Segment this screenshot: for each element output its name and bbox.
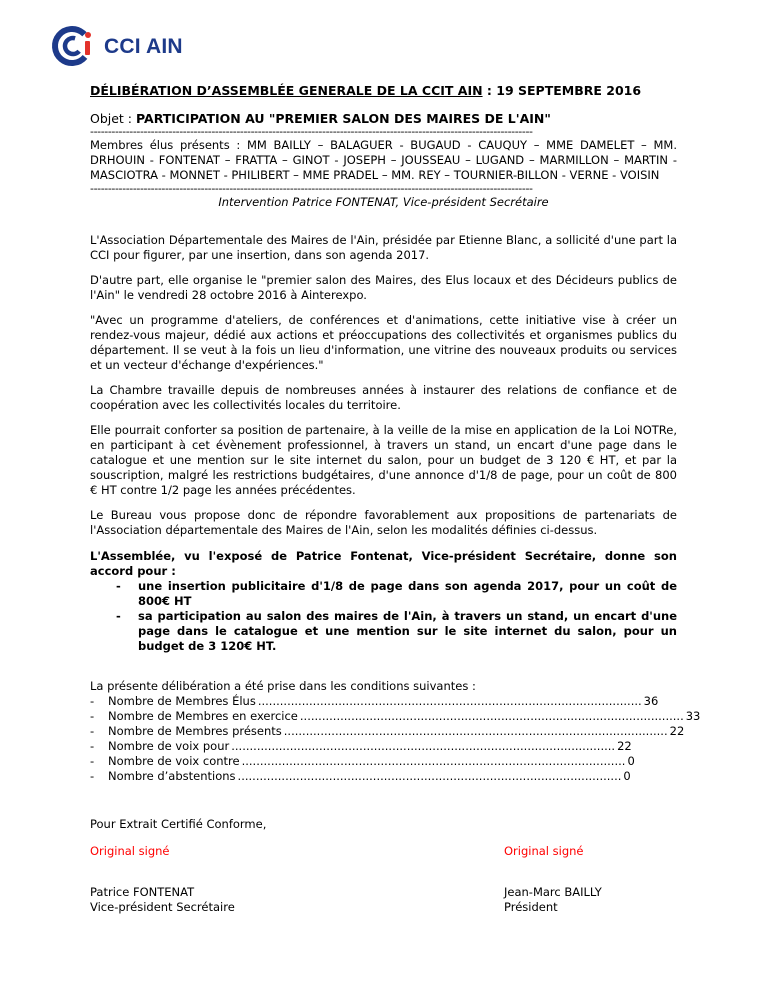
signature-status: Original signé <box>504 844 584 858</box>
signature-left <box>90 844 235 915</box>
condition-row: - Nombre d’abstentions ......................................................................................................... 0 <box>90 769 631 783</box>
condition-value: 33 <box>685 709 701 723</box>
signatory-role: Vice-président Secrétaire <box>90 900 235 914</box>
signature-right <box>504 844 602 915</box>
condition-row: - Nombre de voix pour ......................................................................................................... 22 <box>90 739 632 753</box>
decision-item: une insertion publicitaire d'1/8 de page dans son agenda 2017, pour un coût de 800€ HT <box>138 579 677 608</box>
condition-label: Nombre de voix pour <box>108 739 230 753</box>
separator: ---------------------------------------------------------------------------------------------------------------------------- <box>90 182 533 195</box>
signatory-role: Président <box>504 900 558 914</box>
condition-value: 0 <box>623 769 631 783</box>
logo-text: CCI AIN <box>104 34 183 58</box>
condition-value: 22 <box>617 739 632 753</box>
condition-row: - Nombre de Membres en exercice ......................................................................................................... 33 <box>90 709 701 723</box>
conditions <box>90 679 701 784</box>
condition-label: Nombre de Membres présents <box>108 724 282 738</box>
signatory-name: Patrice FONTENAT <box>90 885 195 899</box>
condition-value: 22 <box>669 724 685 738</box>
list-item: - sa participation au salon des maires de l'Ain, à travers un stand, un encart d'une page dans le catalogue et une mention sur le site internet du salon, pour un budget de 3 120€ HT. <box>116 609 677 653</box>
objet-value: PARTICIPATION AU "PREMIER SALON DES MAIRES DE L'AIN" <box>136 111 551 126</box>
separator: ---------------------------------------------------------------------------------------------------------------------------- <box>90 125 533 138</box>
condition-value: 36 <box>643 694 659 708</box>
condition-label: Nombre de Membres Élus <box>108 694 256 708</box>
condition-row: - Nombre de voix contre ......................................................................................................... 0 <box>90 754 635 768</box>
decision-list <box>90 579 677 654</box>
document-body <box>90 83 701 832</box>
conditions-intro: La présente délibération a été prise dans les conditions suivantes : <box>90 679 476 693</box>
list-item: - une insertion publicitaire d'1/8 de page dans son agenda 2017, pour un coût de 800€ HT <box>116 579 677 608</box>
objet-label: Objet : <box>90 111 136 126</box>
cci-logo <box>52 26 183 66</box>
title-main: DÉLIBÉRATION D’ASSEMBLÉE GENERALE DE LA CCIT AIN <box>90 83 483 98</box>
signatory-name: Jean-Marc BAILLY <box>504 885 602 899</box>
condition-row: - Nombre de Membres présents ......................................................................................................... 22 <box>90 724 685 738</box>
paragraph: "Avec un programme d'ateliers, de conférences et d'animations, cette initiative vise à créer un rendez-vous majeur, dédié aux actions et préoccupations des collectivités et organismes publics du département. Il se veut à la fois un lieu d'information, une vitrine des nouveaux produits ou services et un vecteur d'échange d'expériences." <box>90 313 677 372</box>
condition-label: Nombre de voix contre <box>108 754 240 768</box>
paragraph: L'Association Départementale des Maires de l'Ain, présidée par Etienne Blanc, a sollicité d'une part la CCI pour figurer, par une insertion, dans son agenda 2017. <box>90 233 677 262</box>
extract-certified: Pour Extrait Certifié Conforme, <box>90 817 267 831</box>
intervention: Intervention Patrice FONTENAT, Vice-président Secrétaire <box>218 195 549 209</box>
page-title <box>90 83 677 99</box>
paragraph: D'autre part, elle organise le "premier salon des Maires, des Elus locaux et des Décideurs publics de l'Ain" le vendredi 28 octobre 2016 à Ainterexpo. <box>90 273 677 302</box>
paragraph: Elle pourrait conforter sa position de partenaire, à la veille de la mise en application de la Loi NOTRe, en participant à cet évènement professionnel, à travers un stand, un encart d'une page dans le catalogue et une mention sur le site internet du salon, pour un budget de 3 120 € HT, et par la souscription, malgré les restrictions budgétaires, d'une annonce d'1/8 de page, pour un coût de 800 € HT contre 1/2 page les années précédentes. <box>90 423 677 497</box>
paragraph: Le Bureau vous propose donc de répondre favorablement aux propositions de partenariats de l'Association départementale des Maires de l'Ain, selon les modalités définies ci-dessus. <box>90 508 677 537</box>
cci-logo-icon <box>52 26 96 66</box>
condition-label: Nombre d’abstentions <box>108 769 236 783</box>
condition-row: - Nombre de Membres Élus ......................................................................................................... 36 <box>90 694 659 708</box>
condition-label: Nombre de Membres en exercice <box>108 709 298 723</box>
title-date: : 19 SEPTEMBRE 2016 <box>482 83 642 98</box>
objet-line <box>90 111 677 126</box>
decision-item: sa participation au salon des maires de l'Ain, à travers un stand, un encart d'une page dans le catalogue et une mention sur le site internet du salon, pour un budget de 3 120€ HT. <box>138 609 677 653</box>
members-present: Membres élus présents : MM BAILLY – BALAGUER - BUGAUD - CAUQUY – MME DAMELET – MM. DRHOUIN - FONTENAT – FRATTA – GINOT - JOSEPH – JOUSSEAU – LUGAND – MARMILLON – MARTIN - MASCIOTRA - MONNET - PHILIBERT – MME PRADEL – MM. REY – TOURNIER-BILLON - VERNE - VOISIN <box>90 138 677 182</box>
condition-value: 0 <box>627 754 635 768</box>
paragraph: La Chambre travaille depuis de nombreuses années à instaurer des relations de confiance et de coopération avec les collectivités locales du territoire. <box>90 383 677 412</box>
decision-intro: L'Assemblée, vu l'exposé de Patrice Fontenat, Vice-président Secrétaire, donne son accord pour : <box>90 549 677 578</box>
signature-status: Original signé <box>90 844 170 858</box>
